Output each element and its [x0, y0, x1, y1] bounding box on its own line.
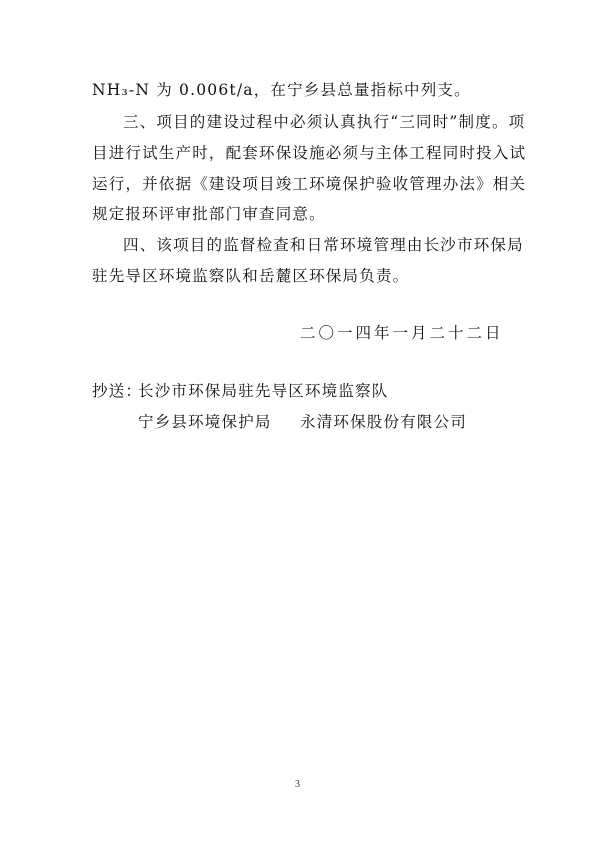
body-line-4: 运行，并依据《建设项目竣工环境保护验收管理办法》相关	[92, 175, 527, 193]
document-date: 二〇一四年一月二十二日	[300, 324, 504, 342]
cc-recipient-3: 永清环保股份有限公司	[300, 413, 468, 431]
body-line-3: 目进行试生产时，配套环保设施必须与主体工程同时投入试	[92, 144, 527, 162]
body-line-7: 驻先导区环境监察队和岳麓区环保局负责。	[92, 267, 410, 285]
page-number: 3	[295, 779, 300, 790]
body-line-2: 三、项目的建设过程中必须认真执行“三同时”制度。项	[123, 113, 526, 131]
cc-recipient-1: 长沙市环保局驻先导区环境监察队	[138, 382, 389, 400]
body-line-5: 规定报环评审批部门审查同意。	[92, 205, 326, 223]
body-line-6: 四、该项目的监督检查和日常环境管理由长沙市环保局	[123, 236, 524, 254]
body-line-1: NH₃-N 为 0.006t/a，在宁乡县总量指标中列支。	[92, 81, 471, 99]
cc-label: 抄送：	[92, 382, 143, 400]
cc-recipient-2: 宁乡县环境保护局	[138, 413, 272, 431]
